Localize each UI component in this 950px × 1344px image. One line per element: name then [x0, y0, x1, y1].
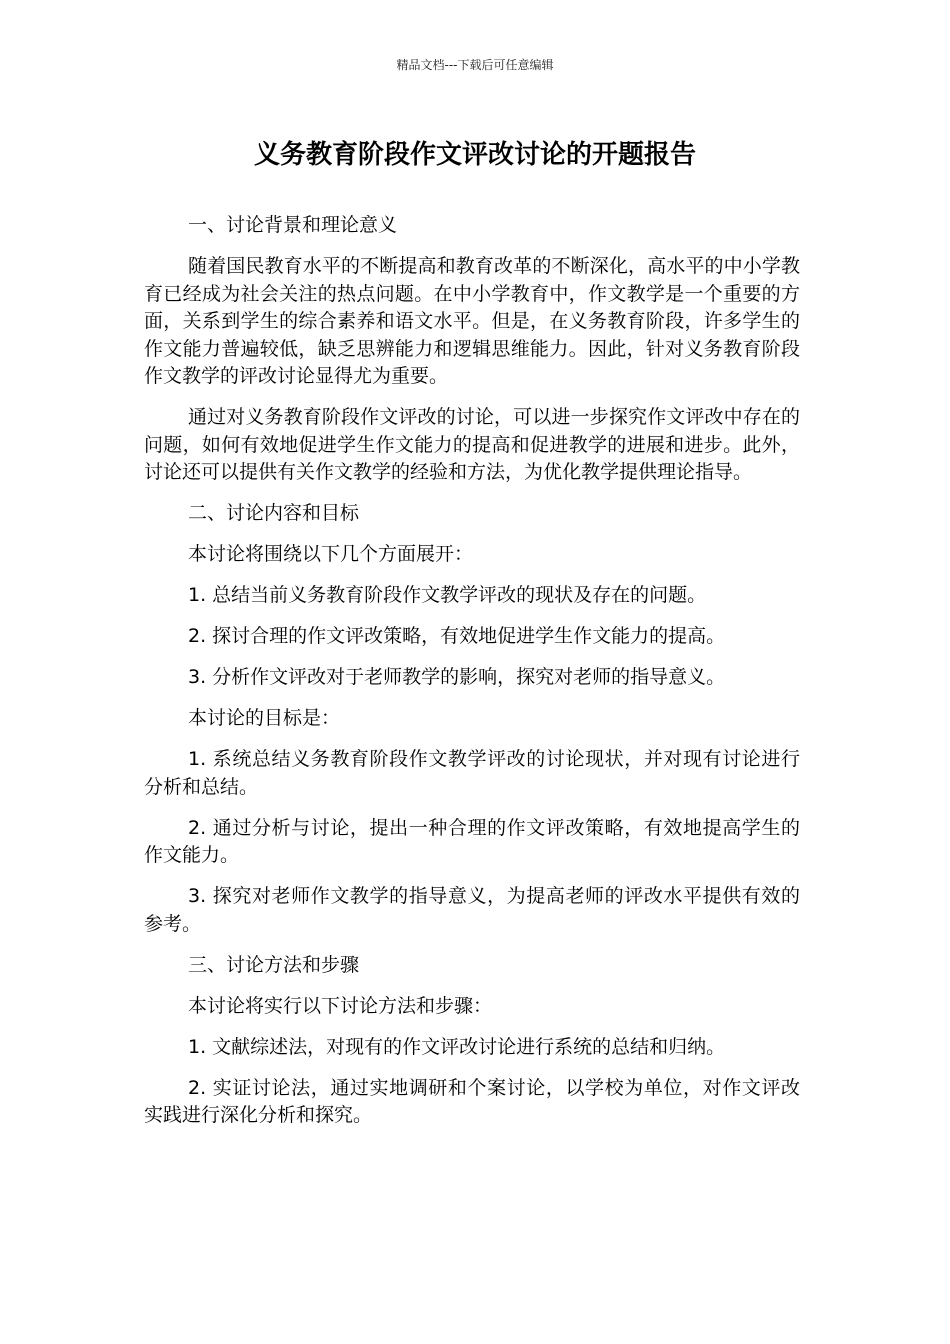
list-item-goal-1: 1. 系统总结义务教育阶段作文教学评改的讨论现状，并对现有讨论进行分析和总结。 — [144, 748, 800, 798]
paragraph-background-2: 通过对义务教育阶段作文评改的讨论，可以进一步探究作文评改中存在的问题，如何有效地促进学生作文能力的提高和促进教学的进展和进步。此外，讨论还可以提供有关作文教学的经验和方法，为优化教学提供理论指导。 — [144, 406, 800, 483]
paragraph-methods-intro: 本讨论将实行以下讨论方法和步骤： — [188, 994, 493, 1017]
section-heading-background: 一、讨论背景和理论意义 — [188, 214, 398, 236]
paragraph-background-1: 随着国民教育水平的不断提高和教育改革的不断深化，高水平的中小学教育已经成为社会关注的热点问题。在中小学教育中，作文教学是一个重要的方面，关系到学生的综合素养和语文水平。但是，在义务教育阶段，许多学生的作文能力普遍较低，缺乏思辨能力和逻辑思维能力。因此，针对义务教育阶段作文教学的评改讨论显得尤为重要。 — [144, 255, 800, 387]
document-title: 义务教育阶段作文评改讨论的开题报告 — [253, 140, 696, 170]
list-item-goal-3: 3. 探究对老师作文教学的指导意义，为提高老师的评改水平提供有效的参考。 — [144, 885, 800, 935]
list-item-goal-2: 2. 通过分析与讨论，提出一种合理的作文评改策略，有效地提高学生的作文能力。 — [144, 816, 800, 866]
header-note: 精品文档---下载后可任意编辑 — [396, 58, 554, 72]
paragraph-goals-intro: 本讨论的目标是： — [188, 707, 341, 729]
list-item-content-2: 2. 探讨合理的作文评改策略，有效地促进学生作文能力的提高。 — [188, 625, 726, 647]
list-item-content-3: 3. 分析作文评改对于老师教学的影响，探究对老师的指导意义。 — [188, 666, 726, 688]
section-heading-content-goals: 二、讨论内容和目标 — [188, 502, 360, 524]
list-item-method-2: 2. 实证讨论法，通过实地调研和个案讨论，以学校为单位，对作文评改实践进行深化分析和探究。 — [144, 1076, 800, 1126]
list-item-content-1: 1. 总结当前义务教育阶段作文教学评改的现状及存在的问题。 — [188, 584, 707, 606]
section-heading-methods: 三、讨论方法和步骤 — [188, 953, 360, 976]
paragraph-content-intro: 本讨论将围绕以下几个方面展开： — [188, 543, 474, 565]
document-body — [144, 212, 800, 1143]
list-item-method-1: 1. 文献综述法，对现有的作文评改讨论进行系统的总结和归纳。 — [188, 1035, 726, 1058]
